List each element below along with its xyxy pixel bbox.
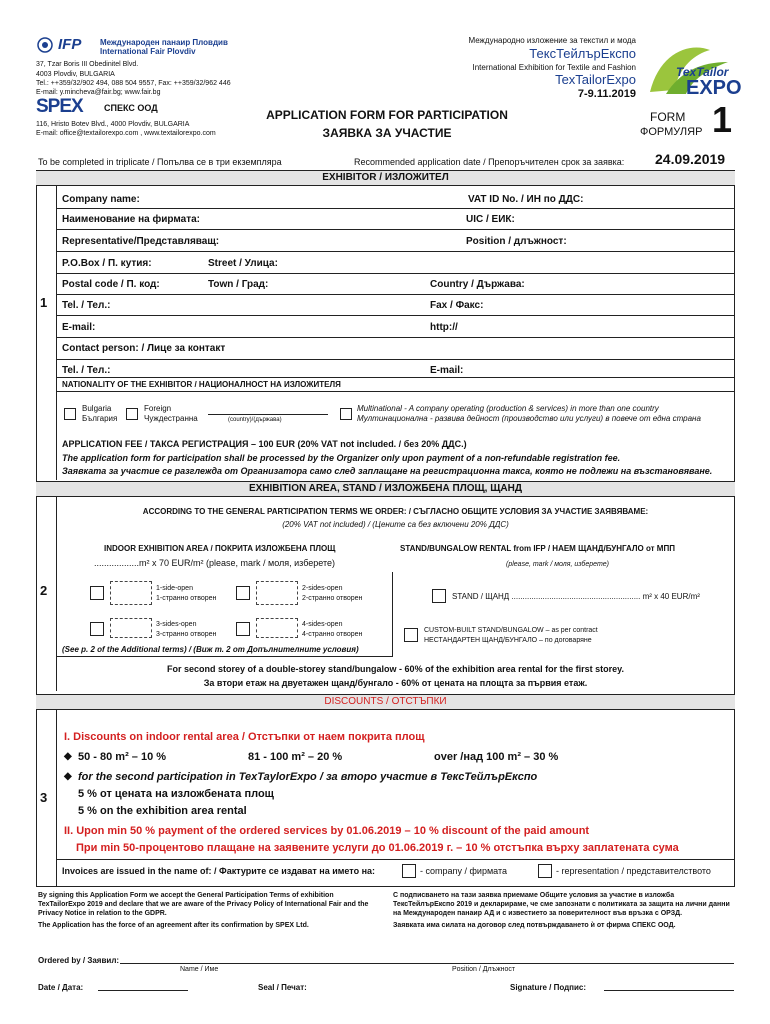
bulgaria-label-en: Bulgaria	[82, 404, 112, 413]
street-label: Street / Улица:	[208, 258, 278, 269]
one-side-open-en: 1-side-open	[156, 585, 193, 592]
payment-discount-en: II. Upon min 50 % payment of the ordered services by 01.06.2019 – 10 % discount of the paid amount	[64, 825, 590, 837]
foreign-label-en: Foreign	[144, 404, 172, 413]
two-side-open-checkbox[interactable]	[236, 586, 250, 600]
four-side-open-en: 4-sides-open	[302, 621, 343, 628]
email-label: E-mail:	[62, 322, 96, 333]
name-label: Name / Име	[180, 966, 219, 973]
payment-discount-bg: При min 50-процентово плащане на заявените услуги до 01.06.2019 г. – 10 % отстъпка върху заплатената сума	[76, 842, 679, 854]
fee-note-en: The application form for participation shall be processed by the Organizer only upon payment of a non-refundable registration fee.	[62, 453, 621, 463]
section3-divider	[56, 710, 57, 887]
ifp-name-en: International Fair Plovdiv	[100, 47, 196, 56]
section2-band: EXHIBITION AREA, STAND / ИЗЛОЖБЕНА ПЛОЩ, ЩАНД	[36, 481, 735, 497]
indoor-stand-divider	[392, 572, 393, 656]
discount-tier-1: 50 - 80 m² – 10 %	[78, 751, 167, 763]
expo-brand-bg: ТексТейлърЕкспо	[529, 46, 636, 61]
date-label: Date / Дата:	[38, 983, 84, 992]
seal-label: Seal / Печат:	[258, 983, 307, 992]
ifp-name-bg: Международен панаир Пловдив	[100, 38, 228, 47]
terms-heading: ACCORDING TO THE GENERAL PARTICIPATION TERMS WE ORDER: / СЪГЛАСНО ОБЩИТЕ УСЛОВИЯ ЗА УЧАСТИЕ ЗАЯВЯВАМЕ:	[142, 507, 649, 516]
indoor-area-title: INDOOR EXHIBITION AREA / ПОКРИТА ИЗЛОЖБЕНА ПЛОЩ	[104, 544, 336, 553]
spex-address: 116, Hristo Botev Blvd., 4000 Plovdiv, BULGARIA	[36, 121, 190, 128]
form-number: 1	[712, 99, 733, 140]
multinational-checkbox[interactable]	[340, 408, 352, 420]
logo-word-textailor: TexTailor	[676, 65, 729, 79]
ifp-email: E-mail: y.mincheva@fair.bg; www.fair.bg	[36, 89, 161, 96]
signature-line[interactable]	[604, 990, 734, 991]
form-label-bg: ФОРМУЛЯР	[640, 126, 703, 138]
four-side-open-diagram	[256, 618, 298, 638]
contact-tel-label: Tel. / Тел.:	[62, 365, 111, 376]
recommended-date: 24.09.2019	[655, 151, 726, 167]
five-percent-bg: 5 % от цената на изложбената площ	[78, 788, 274, 800]
textailor-expo-logo	[640, 32, 742, 104]
town-label: Town / Град:	[208, 279, 269, 290]
recommended-date-label: Recommended application date / Препоръчителен срок за заявка:	[354, 157, 625, 167]
foreign-country-field[interactable]	[208, 414, 328, 415]
one-side-open-bg: 1-странно отворен	[156, 595, 217, 602]
four-side-open-checkbox[interactable]	[236, 622, 250, 636]
section1-number: 1	[40, 295, 48, 310]
bullet-icon: ◆	[64, 771, 72, 782]
fee-note-bg: Заявката за участие се разглежда от Организатора само след заплащане на регистрационна такса, която не подлежи на възстановяване.	[62, 466, 713, 476]
expo-dates: 7-9.11.2019	[577, 88, 636, 100]
one-side-open-diagram	[110, 581, 152, 605]
three-side-open-en: 3-sides-open	[156, 621, 197, 628]
section2-number: 2	[40, 583, 48, 598]
invoice-company-checkbox[interactable]	[402, 864, 416, 878]
discount-tier-2: 81 - 100 m² – 20 %	[248, 751, 343, 763]
three-side-open-checkbox[interactable]	[90, 622, 104, 636]
spex-email: E-mail: office@textailorexpo.com , www.textailorexpo.com	[36, 130, 216, 137]
foreign-label-bg: Чуждестранна	[144, 414, 198, 423]
bullet-icon: ◆	[64, 751, 72, 762]
invoice-representative-label: - representation / представителството	[556, 866, 711, 876]
stand-rental-title: STAND/BUNGALOW RENTAL from IFP / НАЕМ ЩАНД/БУНГАЛО от МПП	[400, 544, 675, 553]
triplicate-note: To be completed in triplicate / Попълва се в три екземпляра	[38, 157, 282, 167]
logo-word-expo: EXPO	[686, 77, 742, 99]
two-side-open-en: 2-sides-open	[302, 585, 343, 592]
ifp-logo	[36, 36, 94, 54]
two-side-open-bg: 2-странно отворен	[302, 595, 363, 602]
expo-line-en: International Exhibition for Textile and Fashion	[472, 63, 636, 72]
agreement-force-bg: Заявката има силата на договор след потвърждаването ѝ от фирма СПЕКС ООД.	[393, 922, 676, 929]
fax-label: Fax / Факс:	[430, 300, 484, 311]
representative-label: Representative/Представляващ:	[62, 236, 220, 247]
second-storey-bg: За втори етаж на двуетажен щанд/бунгало - 60% от цената на площта за първия етаж.	[203, 678, 588, 688]
bulgaria-label-bg: България	[82, 414, 118, 423]
spex-name: СПЕКС ООД	[104, 103, 158, 113]
ordered-by-label: Ordered by / Заявил:	[38, 956, 120, 965]
one-side-open-checkbox[interactable]	[90, 586, 104, 600]
agreement-force-en: The Application has the force of an agreement after its confirmation by SPEX Ltd.	[38, 922, 309, 929]
multinational-desc-en: Multinational - A company operating (production & services) in more than one country	[357, 404, 659, 413]
agreement-en: By signing this Application Form we accept the General Participation Terms of exhibition TexTailorExpo 2019 and declare that we are aware of the Privacy Policy of International Fair and the Privacy Notice in relation to the GDPR.	[38, 892, 369, 917]
multinational-desc-bg: Мултинационална - развива дейност (производство или услуги) в повече от една страна	[357, 414, 701, 423]
ifp-city: 4003 Plovdiv, BULGARIA	[36, 71, 115, 78]
ifp-logo-text: IFP	[58, 36, 82, 53]
stand-rent-line[interactable]: STAND / ЩАНД .......................................................... m² x 40 EUR/m²	[452, 592, 700, 601]
ifp-tel: Tel.: ++359/32/902 494, 088 504 9557, Fax: ++359/32/962 446	[36, 80, 231, 87]
two-side-open-diagram	[256, 581, 298, 605]
discount-title: I. Discounts on indoor rental area / Отстъпки от наем покрита площ	[64, 731, 425, 743]
http-label: http://	[430, 322, 458, 333]
title-en: APPLICATION FORM FOR PARTICIPATION	[266, 108, 508, 122]
firm-name-label: Наименование на фирмата:	[62, 214, 201, 225]
custom-built-bg: НЕСТАНДАРТЕН ЩАНД/БУНГАЛО – по договаряне	[424, 637, 592, 644]
three-side-open-diagram	[110, 618, 152, 638]
title-bg: ЗАЯВКА ЗА УЧАСТИЕ	[322, 126, 452, 140]
spex-logo: SPEX	[36, 96, 83, 117]
four-side-open-bg: 4-странно отворен	[302, 631, 363, 638]
section3-number: 3	[40, 790, 48, 805]
position-label: Position / длъжност:	[466, 236, 567, 247]
invoice-representative-checkbox[interactable]	[538, 864, 552, 878]
stand-rent-checkbox[interactable]	[432, 589, 446, 603]
agreement-bg: С подписването на тази заявка приемаме Общите условия за участие в изложба ТексТейлърЕкспо 2019 и декларираме, че сме запознати с политиката за защита на лични данни на Международен панаир АД и с известието за поверителност във връзка с ОРЗД.	[393, 892, 730, 917]
company-name-label: Company name:	[62, 194, 140, 205]
section1-divider	[56, 186, 57, 480]
foreign-country-hint: (country)/(държава)	[228, 417, 282, 423]
vat-label: VAT ID No. / ИН по ДДС:	[468, 194, 584, 205]
indoor-area-price[interactable]: ..................m² x 70 EUR/m² (please, mark / моля, изберете)	[94, 558, 336, 568]
invoices-label: Invoices are issued in the name of: / Фактурите се издават на името на:	[62, 866, 376, 876]
postal-code-label: Postal code / П. код:	[62, 279, 160, 290]
custom-built-en: CUSTOM-BUILT STAND/BUNGALOW – as per contract	[424, 627, 598, 634]
invoice-company-label: - company / фирмата	[420, 866, 507, 876]
tel-label: Tel. / Тел.:	[62, 300, 111, 311]
form-label-en: FORM	[650, 110, 686, 124]
stand-rental-hint: (please, mark / моля, изберете)	[506, 561, 610, 568]
pobox-label: P.O.Box / П. кутия:	[62, 258, 152, 269]
discount-tier-3: over /над 100 m² – 30 %	[434, 751, 559, 763]
position-sign-label: Position / Длъжност	[452, 966, 516, 973]
ordered-by-line[interactable]	[120, 963, 734, 964]
second-storey-en: For second storey of a double-storey stand/bungalow - 60% of the exhibition area rental for the first storey.	[167, 664, 624, 674]
five-percent-en: 5 % on the exhibition area rental	[78, 805, 247, 817]
section1-band: EXHIBITOR / ИЗЛОЖИТЕЛ	[36, 170, 735, 186]
application-fee: APPLICATION FEE / ТАКСА РЕГИСТРАЦИЯ – 100 EUR (20% VAT not included. / без 20% ДДС.)	[62, 439, 467, 449]
country-label: Country / Държава:	[430, 279, 525, 290]
date-line[interactable]	[98, 990, 188, 991]
nationality-heading: NATIONALITY OF THE EXHIBITOR / НАЦИОНАЛНОСТ НА ИЗЛОЖИТЕЛЯ	[62, 380, 341, 389]
expo-line-bg: Международно изложение за текстил и мода	[468, 36, 636, 45]
custom-built-checkbox[interactable]	[404, 628, 418, 642]
additional-terms-note: (See p. 2 of the Additional terms) / (Виж т. 2 от Допълнителните условия)	[62, 645, 359, 654]
foreign-checkbox[interactable]	[126, 408, 138, 420]
contact-person-label: Contact person: / Лице за контакт	[62, 343, 226, 354]
expo-brand-en: TexTailorExpo	[555, 72, 636, 87]
signature-label: Signature / Подпис:	[510, 983, 587, 992]
bulgaria-checkbox[interactable]	[64, 408, 76, 420]
contact-email-label: E-mail:	[430, 365, 464, 376]
ifp-address: 37, Tzar Boris III Obedinitel Blvd.	[36, 61, 139, 68]
second-participation: for the second participation in TexTaylorExpo / за второ участие в ТексТейлърЕкспо	[78, 771, 538, 783]
three-side-open-bg: 3-странно отворен	[156, 631, 217, 638]
uic-label: UIC / ЕИК:	[466, 214, 515, 225]
section3-band: DISCOUNTS / ОТСТЪПКИ	[36, 694, 735, 710]
vat-note: (20% VAT not included) / (Цените са без включени 20% ДДС)	[282, 520, 509, 529]
